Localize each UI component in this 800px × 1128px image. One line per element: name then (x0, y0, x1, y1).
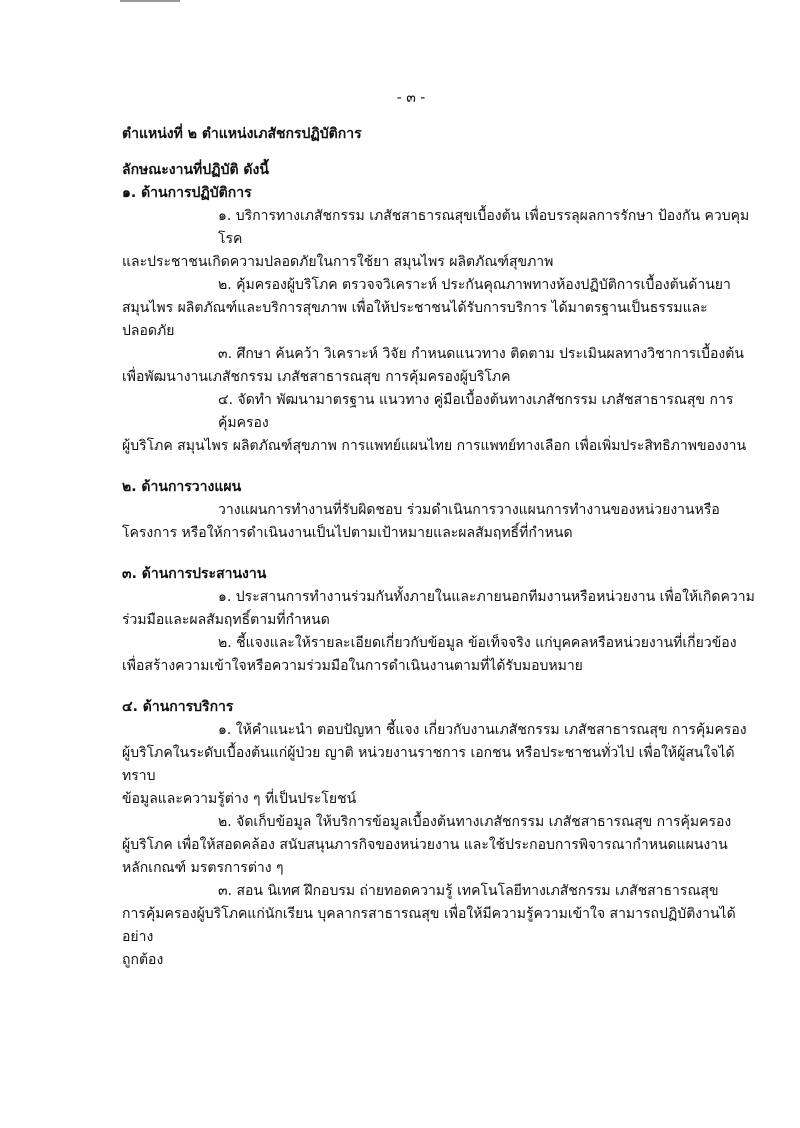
list-item-line: ๓. ศึกษา ค้นคว้า วิเคราะห์ วิจัย กำหนดแนวทาง ติดตาม ประเมินผลทางวิชาการเบื้องต้น (218, 346, 744, 362)
list-item-line: ๔. จัดทำ พัฒนามาตรฐาน แนวทาง คู่มือเบื้องต้นทางเภสัชกรรม เภสัชสาธารณสุข การคุ้มครอง (218, 392, 734, 431)
section-title: ๔. ด้านการบริการ (122, 699, 234, 715)
list-item-line: สมุนไพร ผลิตภัณฑ์และบริการสุขภาพ เพื่อให้ประชาชนได้รับการบริการ ได้มาตรฐานเป็นธรรมและปลอดภัย (122, 300, 708, 339)
list-item-line: ร่วมมือและผลสัมฤทธิ์ตามที่กำหนด (122, 612, 330, 628)
list-item-line: ๑. ให้คำแนะนำ ตอบปัญหา ชี้แจง เกี่ยวกับงานเภสัชกรรม เภสัชสาธารณสุข การคุ้มครอง (218, 722, 747, 738)
list-item-line: ข้อมูลและความรู้ต่าง ๆ ที่เป็นประโยชน์ (122, 791, 357, 807)
list-item-line: ๒. จัดเก็บข้อมูล ให้บริการข้อมูลเบื้องต้นทางเภสัชกรรม เภสัชสาธารณสุข การคุ้มครอง (218, 814, 732, 830)
section-title: ๑. ด้านการปฏิบัติการ (122, 185, 252, 201)
list-item-line: ๒. คุ้มครองผู้บริโภค ตรวจจวิเคราะห์ ประกันคุณภาพทางห้องปฏิบัติการเบื้องต้นด้านยา (218, 277, 731, 293)
duties-heading: ลักษณะงานที่ปฏิบัติ ดังนี้ (122, 162, 269, 178)
list-item-line: และประชาชนเกิดความปลอดภัยในการใช้ยา สมุนไพร ผลิตภัณฑ์สุขภาพ (122, 254, 554, 270)
list-item-line: ผู้บริโภค เพื่อให้สอดคล้อง สนับสนุนภารกิจของหน่วยงาน และใช้ประกอบการพิจารณากำหนดแผนงาน (122, 837, 728, 853)
list-item-line: ๒. ชี้แจงและให้รายละเอียดเกี่ยวกับข้อมูล ข้อเท็จจริง แก่บุคคลหรือหน่วยงานที่เกี่ยวข้อง (218, 635, 737, 651)
page-number: - ๓ - (396, 90, 426, 106)
list-item-line: เพื่อพัฒนางานเภสัชกรรม เภสัชสาธารณสุข การคุ้มครองผู้บริโภค (122, 369, 511, 385)
list-item-line: ผู้บริโภค สมุนไพร ผลิตภัณฑ์สุขภาพ การแพทย์แผนไทย การแพทย์ทางเลือก เพื่อเพิ่มประสิทธิภาพของงาน (122, 438, 747, 454)
section-title: ๓. ด้านการประสานงาน (122, 566, 267, 582)
list-item-line: ผู้บริโภคในระดับเบื้องต้นแก่ผู้ป่วย ญาติ หน่วยงานราชการ เอกชน หรือประชาชนทั่วไป เพื่อให้ผู้สนใจได้ทราบ (122, 745, 735, 784)
list-item-line: หลักเกณฑ์ มรตรการต่าง ๆ (122, 860, 284, 876)
list-item-line: วางแผนการทำงานที่รับผิดชอบ ร่วมดำเนินการวางแผนการทำงานของหน่วยงานหรือ (218, 502, 720, 518)
position-title: ตำแหน่งที่ ๒ ตำแหน่งเภสัชกรปฏิบัติการ (122, 126, 362, 142)
section-title: ๒. ด้านการวางแผน (122, 479, 242, 495)
list-item-line: ๑. บริการทางเภสัชกรรม เภสัชสาธารณสุขเบื้องต้น เพื่อบรรลุผลการรักษา ป้องกัน ควบคุมโรค (218, 208, 750, 247)
list-item-line: โครงการ หรือให้การดำเนินงานเป็นไปตามเป้าหมายและผลสัมฤทธิ์ที่กำหนด (122, 525, 573, 541)
list-item-line: เพื่อสร้างความเข้าใจหรือความร่วมมือในการดำเนินงานตามที่ได้รับมอบหมาย (122, 658, 583, 674)
list-item-line: ๑. ประสานการทำงานร่วมกันทั้งภายในและภายนอกทีมงานหรือหน่วยงาน เพื่อให้เกิดความ (218, 589, 755, 605)
list-item-line: ๓. สอน นิเทศ ฝึกอบรม ถ่ายทอดความรู้ เทคโนโลยีทางเภสัชกรรม เภสัชสาธารณสุข (218, 883, 719, 899)
list-item-line: ถูกต้อง (122, 952, 164, 968)
list-item-line: การคุ้มครองผู้บริโภคแก่นักเรียน บุคลากรสาธารณสุข เพื่อให้มีความรู้ความเข้าใจ สามารถปฏิบัติงานได้อย่าง (122, 906, 736, 945)
